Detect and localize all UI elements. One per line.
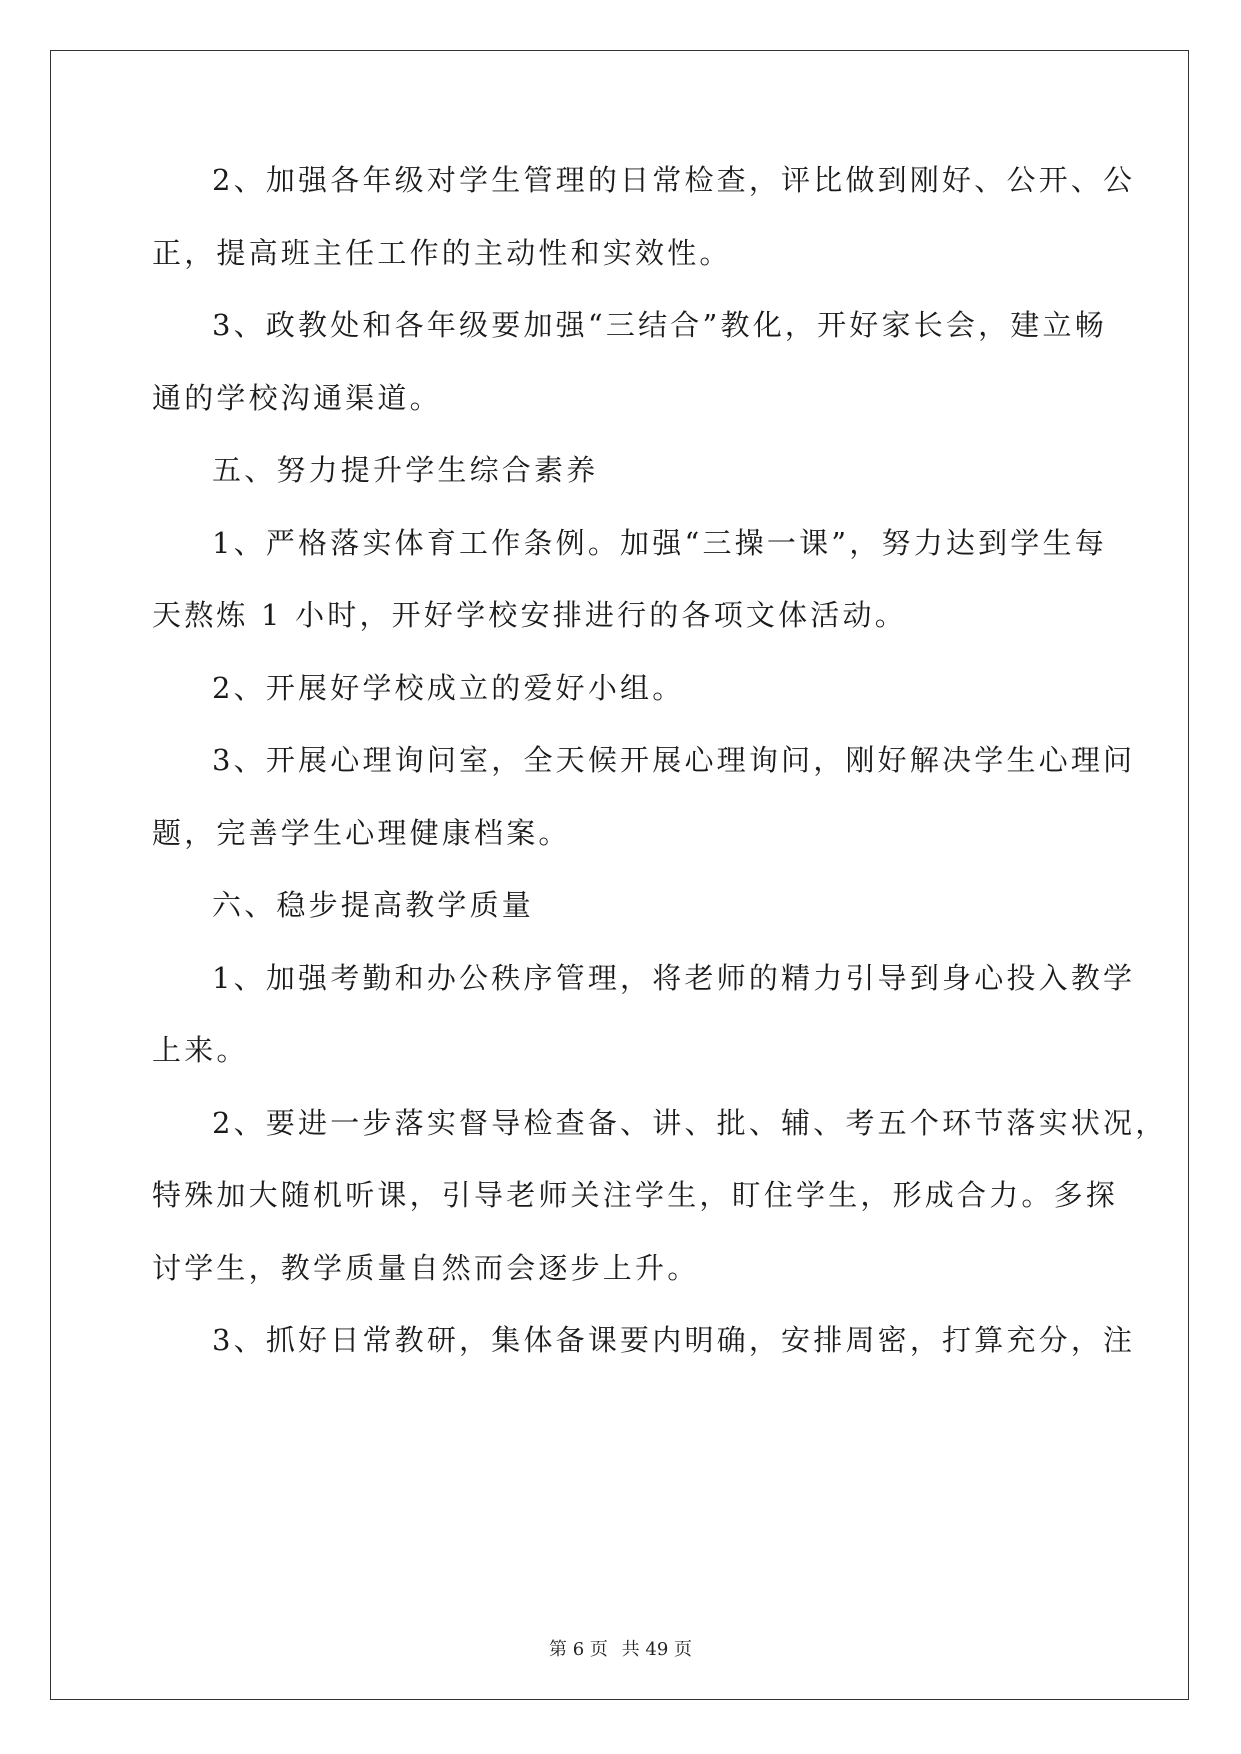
- paragraph-line: 2、开展好学校成立的爱好小组。: [212, 671, 685, 705]
- page-border: [50, 50, 1189, 1700]
- section-heading: 六、稳步提高教学质量: [212, 888, 535, 922]
- paragraph-line: 天熬炼 1 小时，开好学校安排进行的各项文体活动。: [152, 598, 907, 632]
- paragraph-line: 1、严格落实体育工作条例。加强“三操一课”，努力达到学生每: [212, 526, 1107, 560]
- paragraph-line: 1、加强考勤和办公秩序管理，将老师的精力引导到身心投入教学: [212, 961, 1136, 995]
- section-heading: 五、努力提升学生综合素养: [212, 453, 599, 487]
- page-total: 共 49 页: [621, 1639, 692, 1660]
- paragraph-line: 3、开展心理询问室，全天候开展心理询问，刚好解决学生心理问: [212, 743, 1136, 777]
- paragraph-line: 3、政教处和各年级要加强“三结合”教化，开好家长会，建立畅: [212, 308, 1107, 342]
- paragraph-line: 3、抓好日常教研，集体备课要内明确，安排周密，打算充分，注: [212, 1323, 1136, 1357]
- paragraph-line: 正，提高班主任工作的主动性和实效性。: [152, 236, 732, 270]
- paragraph-line: 2、加强各年级对学生管理的日常检查，评比做到刚好、公开、公: [212, 163, 1136, 197]
- paragraph-line: 2、要进一步落实督导检查备、讲、批、辅、考五个环节落实状况，: [212, 1106, 1168, 1140]
- paragraph-line: 特殊加大随机听课，引导老师关注学生，盯住学生，形成合力。多探: [152, 1178, 1119, 1212]
- page-footer: [0, 1635, 1241, 1661]
- page-number: 第 6 页: [549, 1639, 608, 1660]
- paragraph-line: 通的学校沟通渠道。: [152, 381, 442, 415]
- paragraph-line: 题，完善学生心理健康档案。: [152, 816, 571, 850]
- paragraph-line: 讨学生，教学质量自然而会逐步上升。: [152, 1251, 700, 1285]
- paragraph-line: 上来。: [152, 1033, 249, 1067]
